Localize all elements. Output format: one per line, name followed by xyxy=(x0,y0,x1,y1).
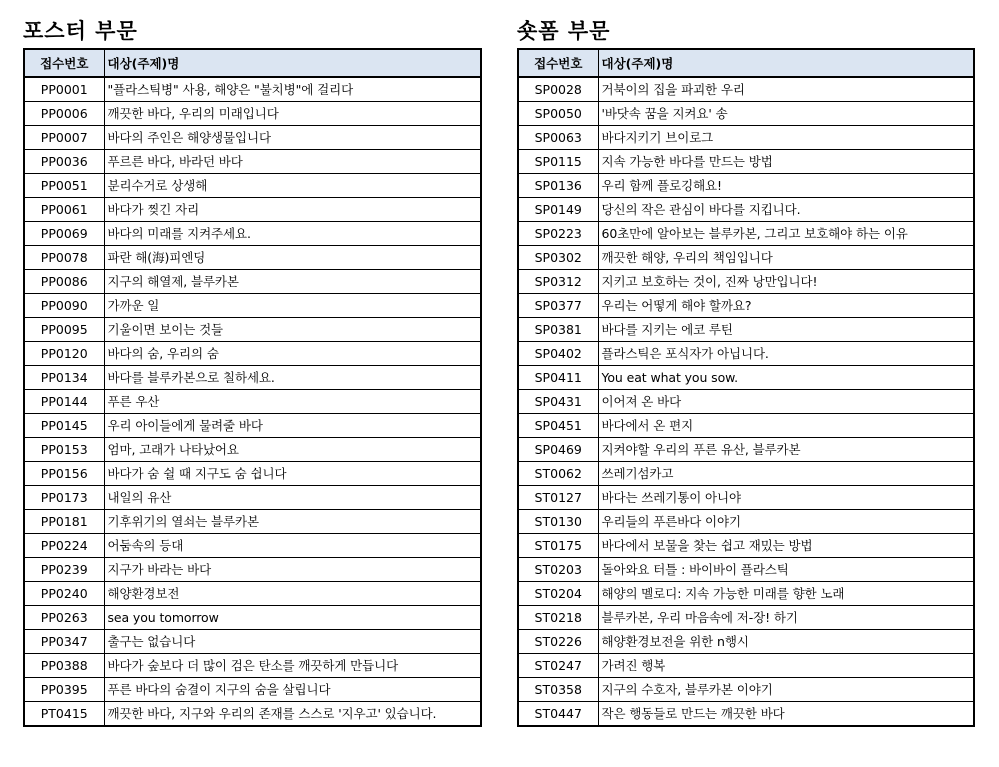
table-row xyxy=(24,486,481,510)
entry-subject: 푸른 바다의 숨결이 지구의 숨을 살립니다 xyxy=(104,678,481,702)
entry-subject: 지속 가능한 바다를 만드는 방법 xyxy=(598,150,974,174)
table-row xyxy=(518,678,974,702)
table-row xyxy=(518,606,974,630)
table-row xyxy=(518,366,974,390)
entry-subject: 60초만에 알아보는 블루카본, 그리고 보호해야 하는 이유 xyxy=(598,222,974,246)
shortform-table-body xyxy=(518,77,974,726)
table-row xyxy=(518,222,974,246)
entry-subject: 지키고 보호하는 것이, 진짜 낭만입니다! xyxy=(598,270,974,294)
entry-subject: 지구의 해열제, 블루카본 xyxy=(104,270,481,294)
entry-subject: 기후위기의 열쇠는 블루카본 xyxy=(104,510,481,534)
entry-subject: 엄마, 고래가 나타났어요 xyxy=(104,438,481,462)
entry-id: SP0063 xyxy=(518,126,598,150)
entry-id: PP0134 xyxy=(24,366,104,390)
table-row xyxy=(518,558,974,582)
entry-id: PP0240 xyxy=(24,582,104,606)
table-row xyxy=(24,678,481,702)
table-row xyxy=(24,318,481,342)
shortform-table-header-row xyxy=(518,49,974,77)
entry-subject: 바다가 숲보다 더 많이 검은 탄소를 깨끗하게 만듭니다 xyxy=(104,654,481,678)
entry-id: SP0312 xyxy=(518,270,598,294)
entry-subject: 바다는 쓰레기통이 아니야 xyxy=(598,486,974,510)
poster-table-body xyxy=(24,77,481,726)
entry-id: SP0149 xyxy=(518,198,598,222)
entry-subject: 기울이면 보이는 것들 xyxy=(104,318,481,342)
table-row xyxy=(24,438,481,462)
entry-id: PP0069 xyxy=(24,222,104,246)
entry-id: SP0402 xyxy=(518,342,598,366)
entry-id: PP0001 xyxy=(24,77,104,102)
entry-subject: 출구는 없습니다 xyxy=(104,630,481,654)
entry-id: PP0006 xyxy=(24,102,104,126)
entry-id: PP0078 xyxy=(24,246,104,270)
entry-id: SP0302 xyxy=(518,246,598,270)
entry-id: PP0263 xyxy=(24,606,104,630)
entry-subject: 내일의 유산 xyxy=(104,486,481,510)
entry-id: ST0204 xyxy=(518,582,598,606)
table-row xyxy=(518,150,974,174)
entry-id: SP0431 xyxy=(518,390,598,414)
entry-id: ST0358 xyxy=(518,678,598,702)
entry-subject: 우리는 어떻게 해야 할까요? xyxy=(598,294,974,318)
table-row xyxy=(518,318,974,342)
table-row xyxy=(518,702,974,727)
entry-subject: 바다가 찢긴 자리 xyxy=(104,198,481,222)
entry-id: ST0130 xyxy=(518,510,598,534)
entry-subject: 돌아와요 터틀 : 바이바이 플라스틱 xyxy=(598,558,974,582)
table-row xyxy=(24,654,481,678)
table-row xyxy=(24,246,481,270)
entry-id: PP0239 xyxy=(24,558,104,582)
table-row xyxy=(518,510,974,534)
entry-id: PP0173 xyxy=(24,486,104,510)
entry-id: PP0388 xyxy=(24,654,104,678)
entry-id: ST0127 xyxy=(518,486,598,510)
table-row xyxy=(518,462,974,486)
entry-subject: 지구가 바라는 바다 xyxy=(104,558,481,582)
entry-id: SP0411 xyxy=(518,366,598,390)
entry-subject: 바다를 블루카본으로 칠하세요. xyxy=(104,366,481,390)
table-row xyxy=(518,534,974,558)
entry-subject: "플라스틱병" 사용, 해양은 "불치병"에 걸리다 xyxy=(104,77,481,102)
table-row xyxy=(518,174,974,198)
table-row xyxy=(24,198,481,222)
entry-id: ST0447 xyxy=(518,702,598,727)
entry-id: ST0226 xyxy=(518,630,598,654)
table-row xyxy=(24,390,481,414)
entry-id: ST0175 xyxy=(518,534,598,558)
entry-id: PP0036 xyxy=(24,150,104,174)
entry-subject: 바다가 숨 쉴 때 지구도 숨 쉽니다 xyxy=(104,462,481,486)
table-row xyxy=(24,222,481,246)
entry-id: SP0381 xyxy=(518,318,598,342)
entry-subject: 블루카본, 우리 마음속에 저-장! 하기 xyxy=(598,606,974,630)
entry-id: PT0415 xyxy=(24,702,104,727)
table-row xyxy=(24,414,481,438)
table-row xyxy=(518,294,974,318)
table-row xyxy=(24,630,481,654)
entry-subject: 푸르른 바다, 바라던 바다 xyxy=(104,150,481,174)
table-row xyxy=(24,558,481,582)
entry-subject: 쓰레기섬카고 xyxy=(598,462,974,486)
entry-subject: 바다의 미래를 지켜주세요. xyxy=(104,222,481,246)
table-row xyxy=(24,342,481,366)
entry-subject: 지켜야할 우리의 푸른 유산, 블루카본 xyxy=(598,438,974,462)
table-row xyxy=(24,126,481,150)
entry-subject: 이어져 온 바다 xyxy=(598,390,974,414)
table-row xyxy=(24,606,481,630)
entry-subject: '바닷속 꿈을 지켜요' 송 xyxy=(598,102,974,126)
entry-subject: 분리수거로 상생해 xyxy=(104,174,481,198)
table-row xyxy=(24,270,481,294)
table-row xyxy=(518,654,974,678)
poster-section-title: 포스터 부문 xyxy=(23,19,138,43)
entry-subject: 플라스틱은 포식자가 아닙니다. xyxy=(598,342,974,366)
entry-id: ST0247 xyxy=(518,654,598,678)
entry-id: PP0144 xyxy=(24,390,104,414)
table-row xyxy=(24,294,481,318)
shortform-id-header: 접수번호 xyxy=(518,49,598,77)
entry-id: SP0469 xyxy=(518,438,598,462)
entry-subject: 거북이의 집을 파괴한 우리 xyxy=(598,77,974,102)
table-row xyxy=(24,150,481,174)
entry-id: PP0061 xyxy=(24,198,104,222)
entry-subject: 파란 해(海)피엔딩 xyxy=(104,246,481,270)
entry-subject: 가까운 일 xyxy=(104,294,481,318)
table-row xyxy=(518,582,974,606)
entry-id: PP0347 xyxy=(24,630,104,654)
entry-id: PP0090 xyxy=(24,294,104,318)
poster-table-header-row xyxy=(24,49,481,77)
entry-id: PP0007 xyxy=(24,126,104,150)
entry-id: SP0115 xyxy=(518,150,598,174)
table-row xyxy=(518,246,974,270)
entry-id: SP0377 xyxy=(518,294,598,318)
entry-id: PP0120 xyxy=(24,342,104,366)
entry-subject: 바다에서 보물을 찾는 쉽고 재밌는 방법 xyxy=(598,534,974,558)
entry-subject: 바다를 지키는 에코 루틴 xyxy=(598,318,974,342)
table-row xyxy=(24,462,481,486)
entry-subject: 바다에서 온 편지 xyxy=(598,414,974,438)
table-row xyxy=(24,582,481,606)
entry-id: ST0203 xyxy=(518,558,598,582)
shortform-section-title: 숏폼 부문 xyxy=(517,19,611,43)
entry-id: SP0451 xyxy=(518,414,598,438)
table-row xyxy=(518,390,974,414)
table-row xyxy=(518,198,974,222)
table-row xyxy=(518,414,974,438)
entry-subject: 바다의 숨, 우리의 숨 xyxy=(104,342,481,366)
entry-subject: 우리 함께 플로깅해요! xyxy=(598,174,974,198)
table-row xyxy=(24,102,481,126)
table-row xyxy=(24,534,481,558)
entry-subject: 바다지키기 브이로그 xyxy=(598,126,974,150)
table-row xyxy=(518,630,974,654)
entry-id: PP0086 xyxy=(24,270,104,294)
table-row xyxy=(24,366,481,390)
entry-subject: 깨끗한 바다, 우리의 미래입니다 xyxy=(104,102,481,126)
entry-subject: sea you tomorrow xyxy=(104,606,481,630)
poster-table xyxy=(23,48,482,727)
table-row xyxy=(518,77,974,102)
entry-id: PP0153 xyxy=(24,438,104,462)
entry-id: SP0050 xyxy=(518,102,598,126)
entry-id: PP0156 xyxy=(24,462,104,486)
entry-id: SP0136 xyxy=(518,174,598,198)
shortform-table xyxy=(517,48,975,727)
entry-id: PP0395 xyxy=(24,678,104,702)
entry-subject: 해양환경보전 xyxy=(104,582,481,606)
entry-subject: 당신의 작은 관심이 바다를 지킵니다. xyxy=(598,198,974,222)
entry-subject: 바다의 주인은 해양생물입니다 xyxy=(104,126,481,150)
table-row xyxy=(518,438,974,462)
entry-subject: 우리 아이들에게 물려줄 바다 xyxy=(104,414,481,438)
entry-subject: 해양환경보전을 위한 n행시 xyxy=(598,630,974,654)
poster-subject-header: 대상(주제)명 xyxy=(104,49,481,77)
entry-subject: 어둠속의 등대 xyxy=(104,534,481,558)
table-row xyxy=(518,270,974,294)
poster-id-header: 접수번호 xyxy=(24,49,104,77)
entry-id: ST0218 xyxy=(518,606,598,630)
entry-subject: You eat what you sow. xyxy=(598,366,974,390)
entry-subject: 가려진 행복 xyxy=(598,654,974,678)
entry-id: PP0095 xyxy=(24,318,104,342)
table-row xyxy=(24,702,481,727)
table-row xyxy=(24,77,481,102)
entry-id: PP0224 xyxy=(24,534,104,558)
table-row xyxy=(518,102,974,126)
table-row xyxy=(518,486,974,510)
entry-id: PP0145 xyxy=(24,414,104,438)
entry-id: PP0051 xyxy=(24,174,104,198)
shortform-subject-header: 대상(주제)명 xyxy=(598,49,974,77)
entry-id: ST0062 xyxy=(518,462,598,486)
entry-subject: 깨끗한 바다, 지구와 우리의 존재를 스스로 '지우고' 있습니다. xyxy=(104,702,481,727)
entry-subject: 푸른 우산 xyxy=(104,390,481,414)
entry-subject: 해양의 멜로디: 지속 가능한 미래를 향한 노래 xyxy=(598,582,974,606)
table-row xyxy=(518,126,974,150)
entry-id: PP0181 xyxy=(24,510,104,534)
table-row xyxy=(518,342,974,366)
table-row xyxy=(24,174,481,198)
table-row xyxy=(24,510,481,534)
entry-subject: 우리들의 푸른바다 이야기 xyxy=(598,510,974,534)
entry-id: SP0223 xyxy=(518,222,598,246)
entry-subject: 깨끗한 해양, 우리의 책임입니다 xyxy=(598,246,974,270)
entry-subject: 작은 행동들로 만드는 깨끗한 바다 xyxy=(598,702,974,727)
entry-id: SP0028 xyxy=(518,77,598,102)
entry-subject: 지구의 수호자, 블루카본 이야기 xyxy=(598,678,974,702)
